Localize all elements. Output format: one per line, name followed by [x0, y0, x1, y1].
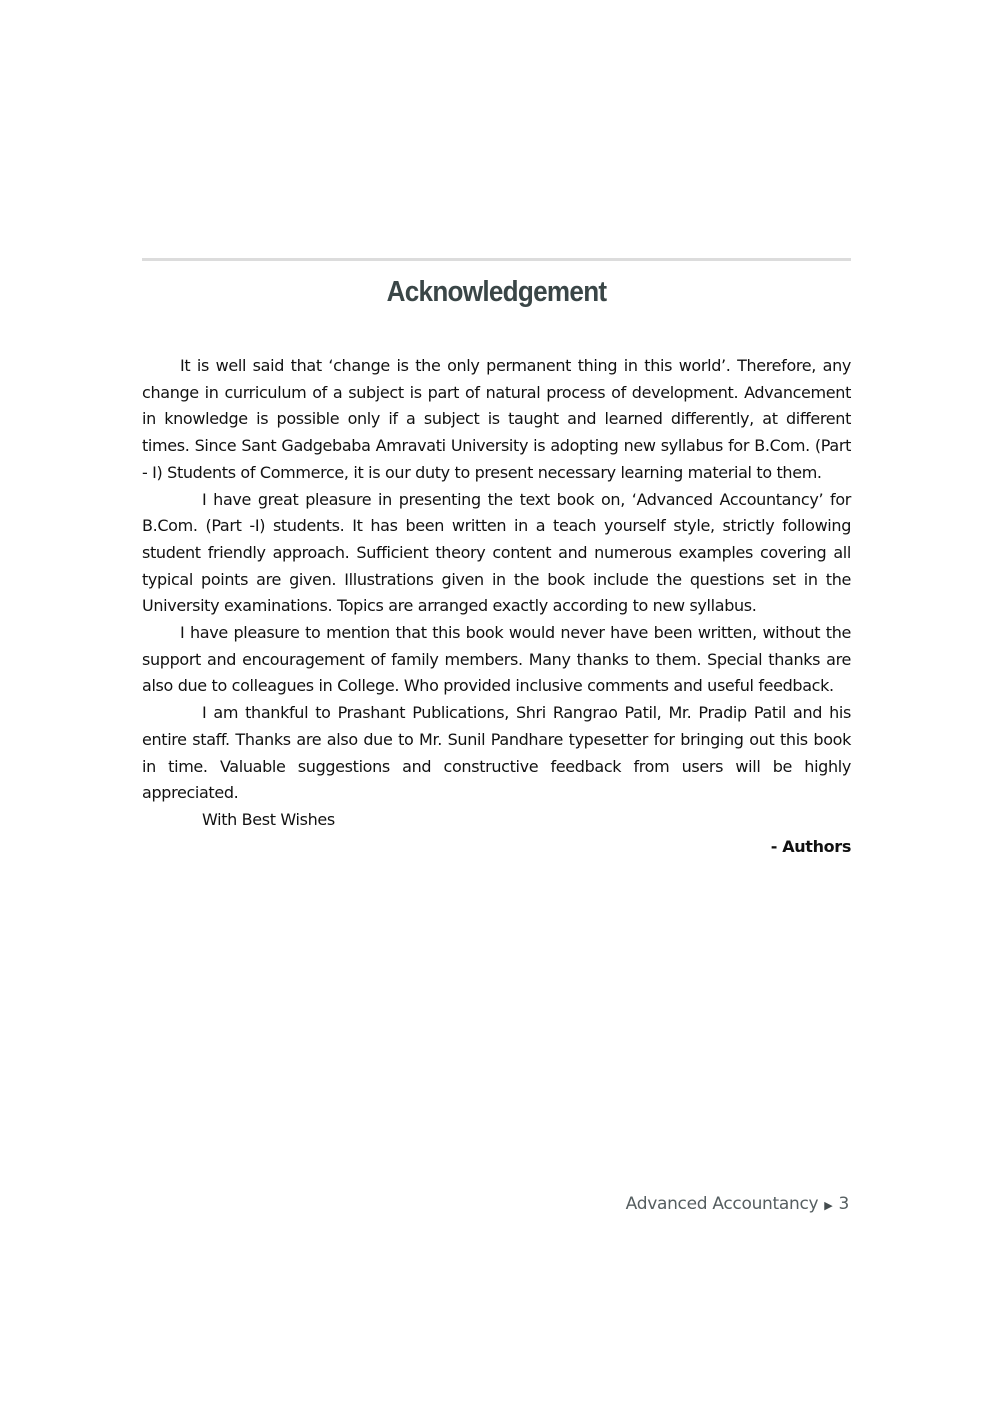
acknowledgement-body: [142, 353, 851, 860]
page-number: 3: [838, 1194, 849, 1214]
paragraph-3: I have pleasure to mention that this book would never have been written, without the support and encouragement of family members. Many thanks to them. Special thanks are also due to colleagues in College. Who provided inclusive comments and useful feedback.: [142, 623, 851, 696]
page-title: Acknowledgement: [386, 276, 607, 308]
triangle-right-icon: ▶: [824, 1198, 833, 1212]
header-divider: [142, 258, 851, 261]
paragraph-2: I have great pleasure in presenting the text book on, ‘Advanced Accountancy’ for B.Com. (Part -I) students. It has been written in a teach yourself style, strictly following student friendly approach. Sufficient theory content and numerous examples covering all typical points are given. Illustrations given in the book include the questions set in the University examinations. Topics are arranged exactly according to new syllabus.: [142, 489, 851, 616]
paragraph-4: I am thankful to Prashant Publications, Shri Rangrao Patil, Mr. Pradip Patil and his entire staff. Thanks are also due to Mr. Sunil Pandhare typesetter for bringing out this book in time. Valuable suggestions and constructive feedback from users will be highly appreciated.: [142, 703, 851, 803]
signature: - Authors: [770, 836, 851, 856]
footer-book-title: Advanced Accountancy: [625, 1194, 819, 1214]
closing-line: With Best Wishes: [202, 809, 335, 829]
paragraph-1: It is well said that ‘change is the only permanent thing in this world’. Therefore, any change in curriculum of a subject is part of natural process of development. Advancement in knowledge is possible only if a subject is taught and learned differently, at different times. Since Sant Gadgebaba Amravati University is adopting new syllabus for B.Com. (Part - I) Students of Commerce, it is our duty to present necessary learning material to them.: [142, 356, 851, 482]
page-footer: [626, 1194, 849, 1214]
